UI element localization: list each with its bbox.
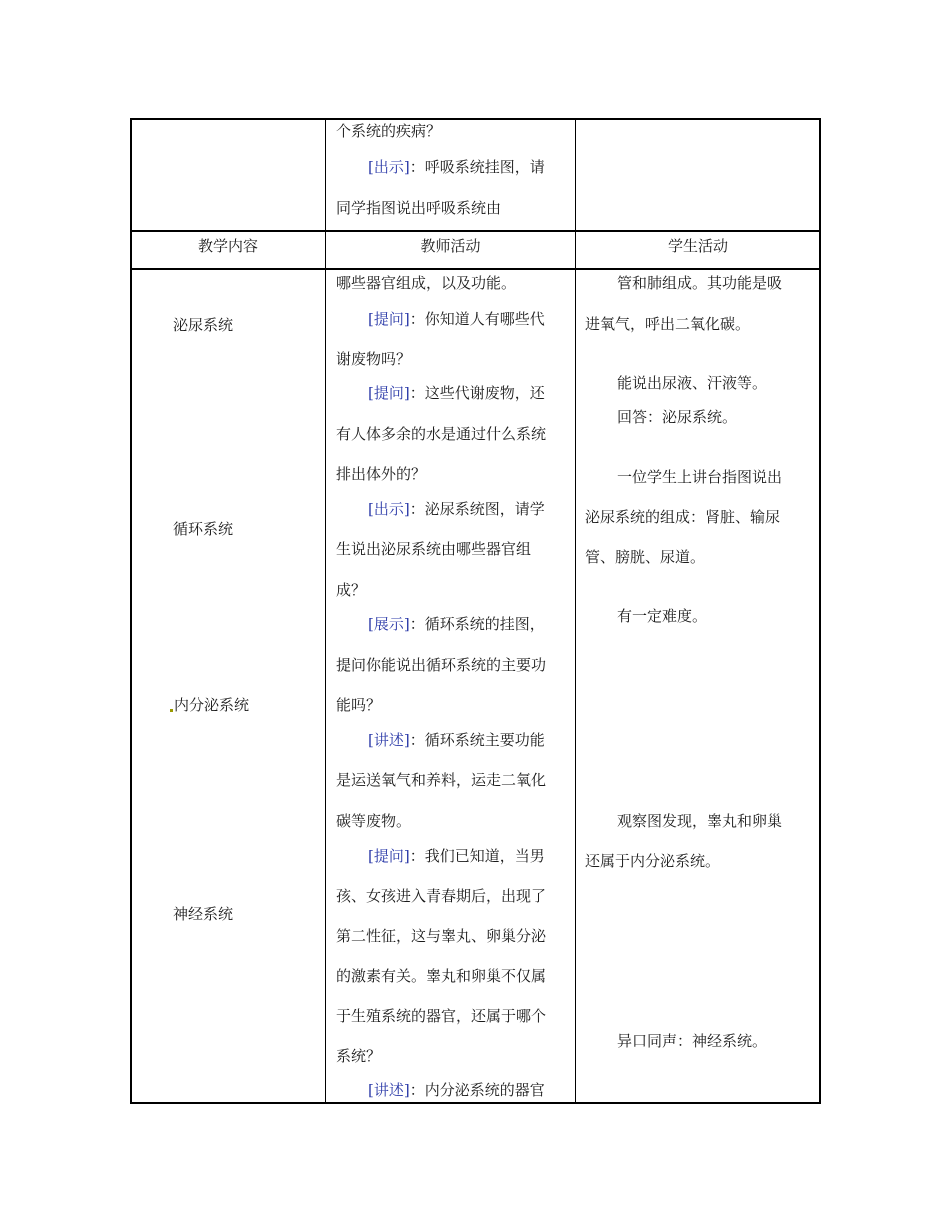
teacher-line: 哪些器官组成，以及功能。 (336, 274, 517, 292)
teacher-line: 系统？ (336, 1047, 382, 1065)
header-student: 学生活动 (667, 237, 728, 255)
teacher-line: 的激素有关。睾丸和卵巢不仅属 (336, 967, 547, 985)
header-content: 教学内容 (197, 237, 258, 255)
student-line: 管、膀胱、尿道。 (585, 548, 706, 566)
teacher-line: [提问]：这些代谢废物，还 (368, 384, 545, 402)
header-teacher: 教师活动 (420, 237, 481, 255)
student-line: 异口同声：神经系统。 (617, 1032, 768, 1050)
top-teacher-line: 个系统的疾病？ (336, 122, 442, 140)
content-item: 神经系统 (173, 905, 234, 923)
teacher-line: 孩、女孩进入青春期后，出现了 (336, 887, 547, 905)
content-item: 循环系统 (173, 520, 234, 538)
teacher-line: 提问你能说出循环系统的主要功 (336, 656, 547, 674)
content-item: 泌尿系统 (173, 316, 234, 334)
teacher-line: [展示]：循环系统的挂图， (368, 615, 545, 633)
student-line: 一位学生上讲台指图说出 (617, 468, 783, 486)
teacher-line: 有人体多余的水是通过什么系统 (336, 425, 547, 443)
teacher-line: 于生殖系统的器官，还属于哪个 (336, 1007, 547, 1025)
teacher-line: 碳等废物。 (336, 812, 412, 830)
column-divider-2 (575, 118, 576, 1104)
student-line: 回答：泌尿系统。 (617, 408, 738, 426)
teacher-line: 排出体外的？ (336, 465, 427, 483)
teacher-line: 谢废物吗？ (336, 350, 412, 368)
teacher-line: [提问]：我们已知道，当男 (368, 847, 545, 865)
column-divider-1 (325, 118, 326, 1104)
student-line: 观察图发现，睾丸和卵巢 (617, 812, 783, 830)
table-frame (130, 118, 821, 1104)
student-line: 管和肺组成。其功能是吸 (617, 274, 783, 292)
student-line: 进氧气，呼出二氧化碳。 (585, 315, 751, 333)
top-teacher-line: 同学指图说出呼吸系统由 (336, 199, 502, 217)
header-bottom-border (130, 268, 821, 270)
student-line: 能说出尿液、汗液等。 (617, 374, 768, 392)
header-top-border (130, 230, 821, 232)
teacher-line: 第二性征，这与睾丸、卵巢分泌 (336, 927, 547, 945)
content-item: 内分泌系统 (174, 696, 250, 714)
teacher-line: 成？ (336, 581, 367, 599)
student-line: 有一定难度。 (617, 607, 708, 625)
top-teacher-line: [出示]：呼吸系统挂图，请 (368, 158, 545, 176)
marker-dot (170, 709, 173, 712)
teacher-line: 生说出泌尿系统由哪些器官组 (336, 540, 532, 558)
student-line: 泌尿系统的组成：肾脏、输尿 (585, 508, 781, 526)
teacher-line: 是运送氧气和养料，运走二氧化 (336, 771, 547, 789)
teacher-line: 能吗？ (336, 696, 382, 714)
student-line: 还属于内分泌系统。 (585, 852, 721, 870)
teacher-line: [提问]：你知道人有哪些代 (368, 310, 545, 328)
teacher-line: [出示]：泌尿系统图，请学 (368, 500, 545, 518)
teacher-line: [讲述]：内分泌系统的器官 (368, 1081, 545, 1099)
teacher-line: [讲述]：循环系统主要功能 (368, 731, 545, 749)
